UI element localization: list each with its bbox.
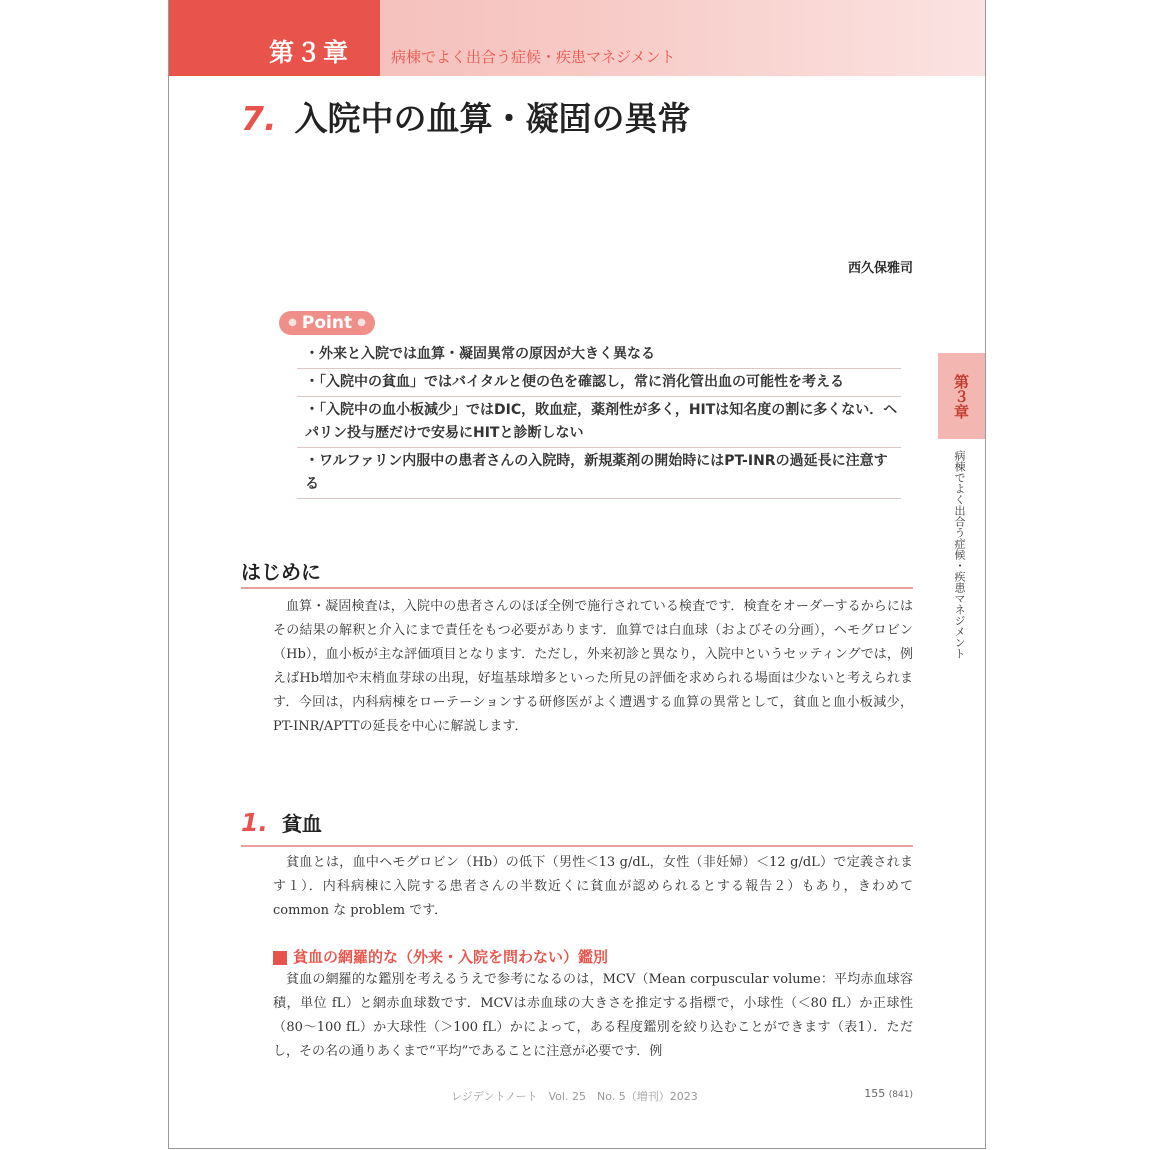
subsection-paragraph — [273, 968, 913, 1064]
page-number-main: 155 — [864, 1087, 886, 1100]
badge-dot-icon: ● — [288, 317, 297, 328]
section1-paragraph — [273, 851, 913, 923]
page-number-sub: (841) — [888, 1090, 913, 1100]
journal-footer: レジデントノート Vol. 25 No. 5（増刊）2023 — [451, 1090, 698, 1103]
article-title-text: 入院中の血算・凝固の異常 — [294, 99, 691, 138]
chapter-label: 第３章 — [269, 38, 351, 67]
intro-paragraph — [273, 595, 913, 739]
square-bullet-icon — [273, 951, 287, 965]
page-number — [864, 1087, 913, 1100]
point-badge-label: Point — [301, 313, 353, 333]
point-item: ・外来と入院では血算・凝固異常の原因が大きく異なる — [297, 341, 901, 369]
chapter-box — [169, 0, 380, 76]
document-page — [168, 0, 986, 1149]
section1-heading — [241, 808, 322, 837]
chapter-title: 病棟でよく出合う症候・疾患マネジメント — [391, 48, 676, 66]
author-name: 西久保雅司 — [847, 261, 913, 276]
badge-dot-icon: ● — [357, 317, 366, 328]
article-number: 7. — [241, 99, 277, 138]
intro-rule — [241, 587, 913, 589]
intro-text: 血算・凝固検査は，入院中の患者さんのほぼ全例で施行されている検査です．検査をオーダーするからにはその結果の解釈と介入にまで責任をもつ必要があります．血算では白血球（およびその分画），ヘモグロビン（Hb），血小板が主な評価項目となります．ただし，外来初診と異なり，入院中というセッティングでは，例えばHb増加や末梢血芽球の出現，好塩基球増多といった所見の評価を求められる場面は少ないと考えられます．今回は，内科病棟をローテーションする研修医がよく遭遇する血算の異常として，貧血と血小板減少，PT-INR/APTTの延長を中心に解説します． — [273, 599, 913, 734]
subsection-heading — [273, 946, 608, 967]
side-chapter-tab: 第３章 — [938, 353, 985, 439]
point-badge — [279, 311, 375, 335]
subsection-title: 貧血の網羅的な（外来・入院を問わない）鑑別 — [293, 948, 609, 966]
section1-title: 貧血 — [281, 812, 322, 836]
point-item: ・「入院中の血小板減少」ではDIC，敗血症，薬剤性が多く，HITは知名度の割に多くない．ヘパリン投与歴だけで安易にHITと診断しない — [297, 397, 901, 448]
section1-text: 貧血とは，血中ヘモグロビン（Hb）の低下（男性＜13 g/dL，女性（非妊婦）＜12 g/dL）で定義されます１）．内科病棟に入院する患者さんの半数近くに貧血が認められるとする報告２）もあり，きわめてcommon な problem です． — [273, 855, 913, 918]
side-chapter-title: 病棟でよく出合う症候・疾患マネジメント — [953, 450, 966, 659]
subsection-text: 貧血の網羅的な鑑別を考えるうえで参考になるのは，MCV（Mean corpuscular volume：平均赤血球容積，単位 fL）と網赤血球数です．MCVは赤血球の大きさを推定する指標で，小球性（＜80 fL）か正球性（80～100 fL）か大球性（＞100 fL）かによって，ある程度鑑別を絞り込むことができます（表1）．ただし，その名の通りあくまで“平均”であることに注意が必要です．例 — [273, 972, 913, 1059]
point-list — [297, 341, 901, 499]
section1-number: 1. — [241, 808, 268, 837]
section1-rule — [241, 845, 913, 847]
point-item: ・「入院中の貧血」ではバイタルと便の色を確認し，常に消化管出血の可能性を考える — [297, 369, 901, 397]
point-item: ・ワルファリン内服中の患者さんの入院時，新規薬剤の開始時にはPT-INRの過延長に注意する — [297, 448, 901, 499]
intro-heading: はじめに — [241, 560, 321, 584]
article-title — [241, 93, 691, 140]
